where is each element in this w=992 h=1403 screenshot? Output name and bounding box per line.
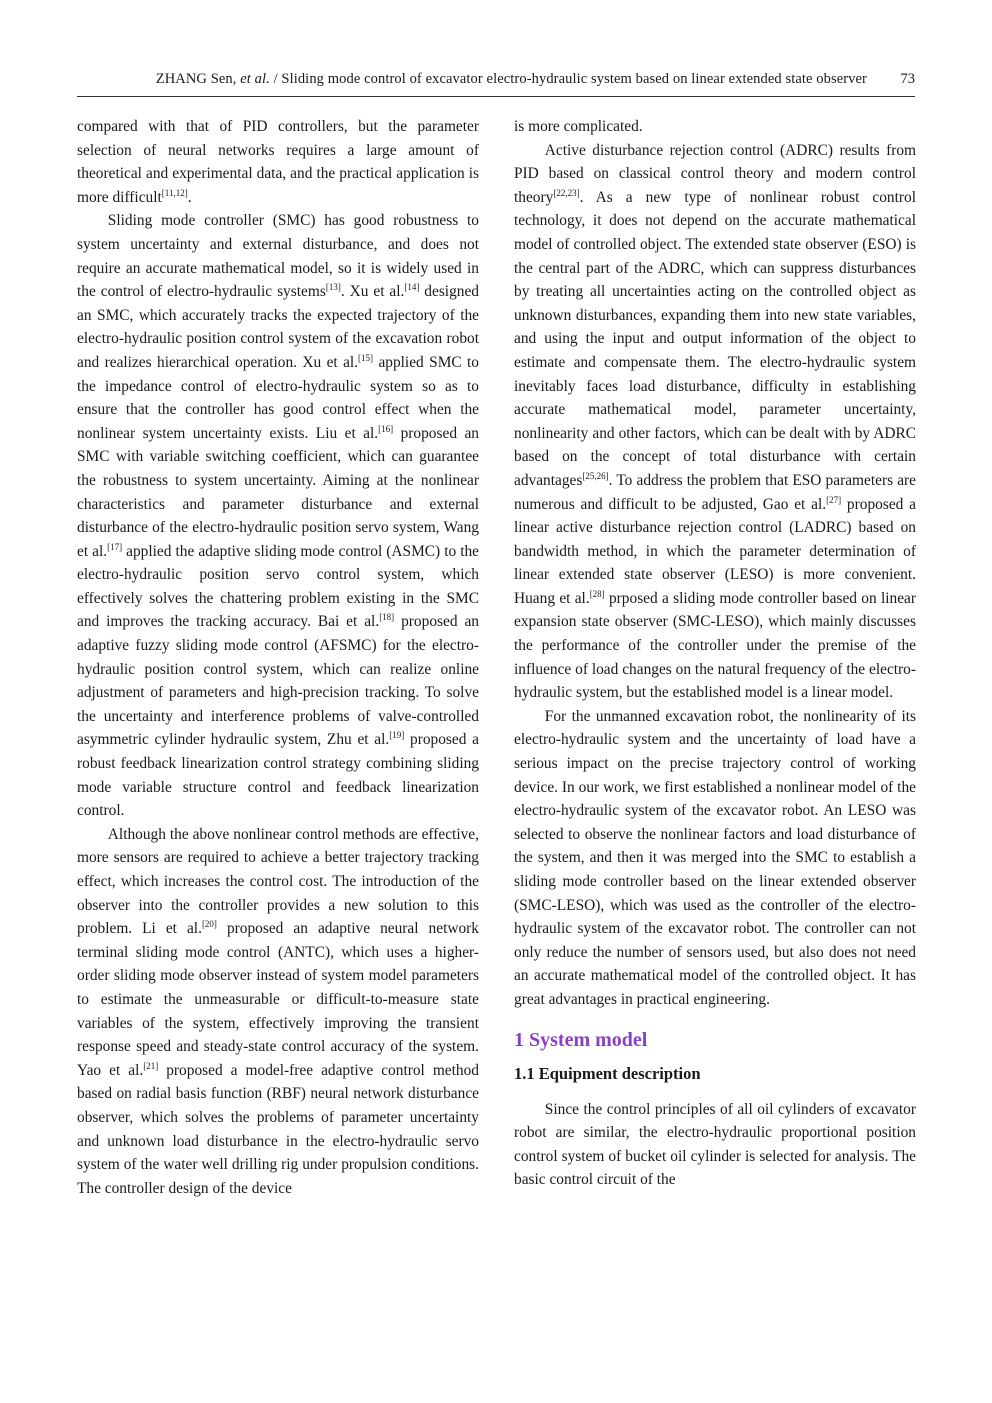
text-run: proposed a model-free adaptive control method based on radial basis function (RBF) neural network disturbance observer, which solves the problems of parameter uncertainty and unknown load disturbance in the electro-hydraulic servo system of the water well drilling rig under propulsion conditions. The controller design of the device xyxy=(77,1061,479,1197)
text-run: applied SMC to the impedance control of electro-hydraulic system so as to ensure that the controller has good control effect when the nonlinear system uncertainty exists. Liu et al. xyxy=(77,353,480,442)
text-run: proposed a linear active disturbance rejection control (LADRC) based on bandwidth method, in which the parameter determination of linear extended state observer (LESO) is more convenient. Huang et al. xyxy=(514,495,916,607)
citation: [14] xyxy=(404,282,420,293)
text-run: proposed an adaptive fuzzy sliding mode control (AFSMC) for the electro-hydraulic position control system, which can realize online adjustment of parameters and high-precision tracking. To solve the uncertainty and interference problems of valve-controlled asymmetric cylinder hydraulic system, Zhu et al. xyxy=(77,613,479,749)
right-paragraph-1: is more complicated. xyxy=(514,118,643,135)
right-paragraph-2 xyxy=(514,139,916,705)
text-run: . xyxy=(187,188,192,206)
citation: [13] xyxy=(325,282,341,293)
header-authors: ZHANG Sen xyxy=(155,71,233,87)
section-heading: 1 System model xyxy=(514,1028,648,1051)
citation: [28] xyxy=(589,588,605,599)
text-run: designed an SMC, which accurately tracks the expected trajectory of the electro-hydraulic position control system of the excavation robot and realizes hierarchical operation. Xu et al. xyxy=(77,283,480,371)
left-paragraph-3 xyxy=(77,823,479,1201)
citation: [19] xyxy=(389,730,405,741)
citation: [11,12] xyxy=(161,187,188,198)
text-run: applied the adaptive sliding mode control (ASMC) to the electro-hydraulic position servo control system, which effectively solves the chattering problem existing in the SMC and improves the tracking accuracy. Bai et al. xyxy=(77,542,479,631)
running-head-text: ZHANG Sen, et al. / Sliding mode control of excavator electro-hydraulic system based on linear extended state observer xyxy=(155,71,867,87)
subsection-heading: 1.1 Equipment description xyxy=(514,1063,701,1083)
text-run: . Xu et al. xyxy=(340,283,405,301)
header-etal: et al. xyxy=(240,71,270,87)
right-paragraph-3: For the unmanned excavation robot, the nonlinearity of its electro-hydraulic system and the uncertainty of load have a serious impact on the precise trajectory control of working device. In our work, we first established a nonlinear model of the electro-hydraulic system of the excavator robot. An LESO was selected to observe the nonlinear factors and load disturbance of the system, and then it was merged into the SMC to establish a sliding mode controller based on the linear extended observer (SMC-LESO), which was used as the controller of the electro-hydraulic system of the excavator robot. The controller can not only reduce the number of sensors used, but also does not need an accurate mathematical model of the controlled object. It has great advantages in practical engineering. xyxy=(514,707,916,1008)
citation: [27] xyxy=(826,494,842,505)
right-column xyxy=(514,115,916,1192)
citation: [21] xyxy=(143,1060,159,1071)
text-run: proposed a robust feedback linearization control strategy combining sliding mode variable structure control and feedback linearization control. xyxy=(77,731,480,820)
page-number: 73 xyxy=(900,71,915,87)
text-run: Sliding mode controller (SMC) has good robustness to system uncertainty and external disturbance, and does not require an accurate mathematical model, so it is widely used in the control of electro-hydraulic systems xyxy=(77,212,479,301)
header-title: / Sliding mode control of excavator electro-hydraulic system based on linear extended state observer xyxy=(273,71,867,87)
citation: [20] xyxy=(201,919,217,930)
citation: [18] xyxy=(379,612,395,623)
text-run: proposed an SMC with variable switching coefficient, which can guarantee the robustness to system uncertainty. Aiming at the nonlinear characteristics and parameter disturbance and external disturbance of the electro-hydraulic position servo system, Wang et al. xyxy=(77,424,479,560)
citation: [17] xyxy=(107,541,123,552)
left-column xyxy=(77,115,479,1200)
text-run: compared with that of PID controllers, but the parameter selection of neural networks requires a large amount of theoretical and experimental data, and the practical application is more difficult xyxy=(77,118,479,206)
citation: [22,23] xyxy=(553,187,580,198)
citation: [15] xyxy=(358,352,374,363)
text-run: Active disturbance rejection control (ADRC) results from PID based on classical control theory and modern control theory xyxy=(514,141,916,206)
right-paragraph-4: Since the control principles of all oil cylinders of excavator robot are similar, the electro-hydraulic proportional position control system of bucket oil cylinder is selected for analysis. The basic control circuit of the xyxy=(514,1100,916,1189)
running-header xyxy=(77,68,915,97)
text-run: . To address the problem that ESO parameters are numerous and difficult to be adjusted, Gao et al. xyxy=(514,471,916,513)
text-run: prposed a sliding mode controller based on linear expansion state observer (SMC-LESO), which mainly discusses the performance of the controller under the premise of the influence of load changes on the natural frequency of the electro-hydraulic system, but the established model is a linear model. xyxy=(514,589,916,702)
left-paragraph-2 xyxy=(77,209,479,822)
citation: [16] xyxy=(378,423,394,434)
text-run: . As a new type of nonlinear robust control technology, it does not depend on the accurate mathematical model of controlled object. The extended state observer (ESO) is the central part of the ADRC, which can suppress disturbances by treating all uncertainties acting on the controlled object as unknown disturbances, expanding them into new state variables, and using the input and output information of the object to estimate and compensate them. The electro-hydraulic system inevitably faces load disturbance, difficulty in establishing accurate mathematical model, parameter uncertainty, nonlinearity and other factors, which can be dealt with by ADRC based on the concept of total disturbance with certain advantages xyxy=(514,188,916,489)
text-run: Although the above nonlinear control methods are effective, more sensors are required to achieve a better trajectory tracking effect, which increases the control cost. The introduction of the observer into the controller provides a new solution to this problem. Li et al. xyxy=(77,825,479,938)
citation: [25,26] xyxy=(582,470,609,481)
text-run: proposed an adaptive neural network terminal sliding mode control (ANTC), which uses a higher-order sliding mode observer instead of system model parameters to estimate the unmeasurable or difficult-to-measure state variables of the system, effectively improving the transient response speed and steady-state control accuracy of the system. Yao et al. xyxy=(77,920,479,1079)
left-paragraph-1 xyxy=(77,115,479,209)
